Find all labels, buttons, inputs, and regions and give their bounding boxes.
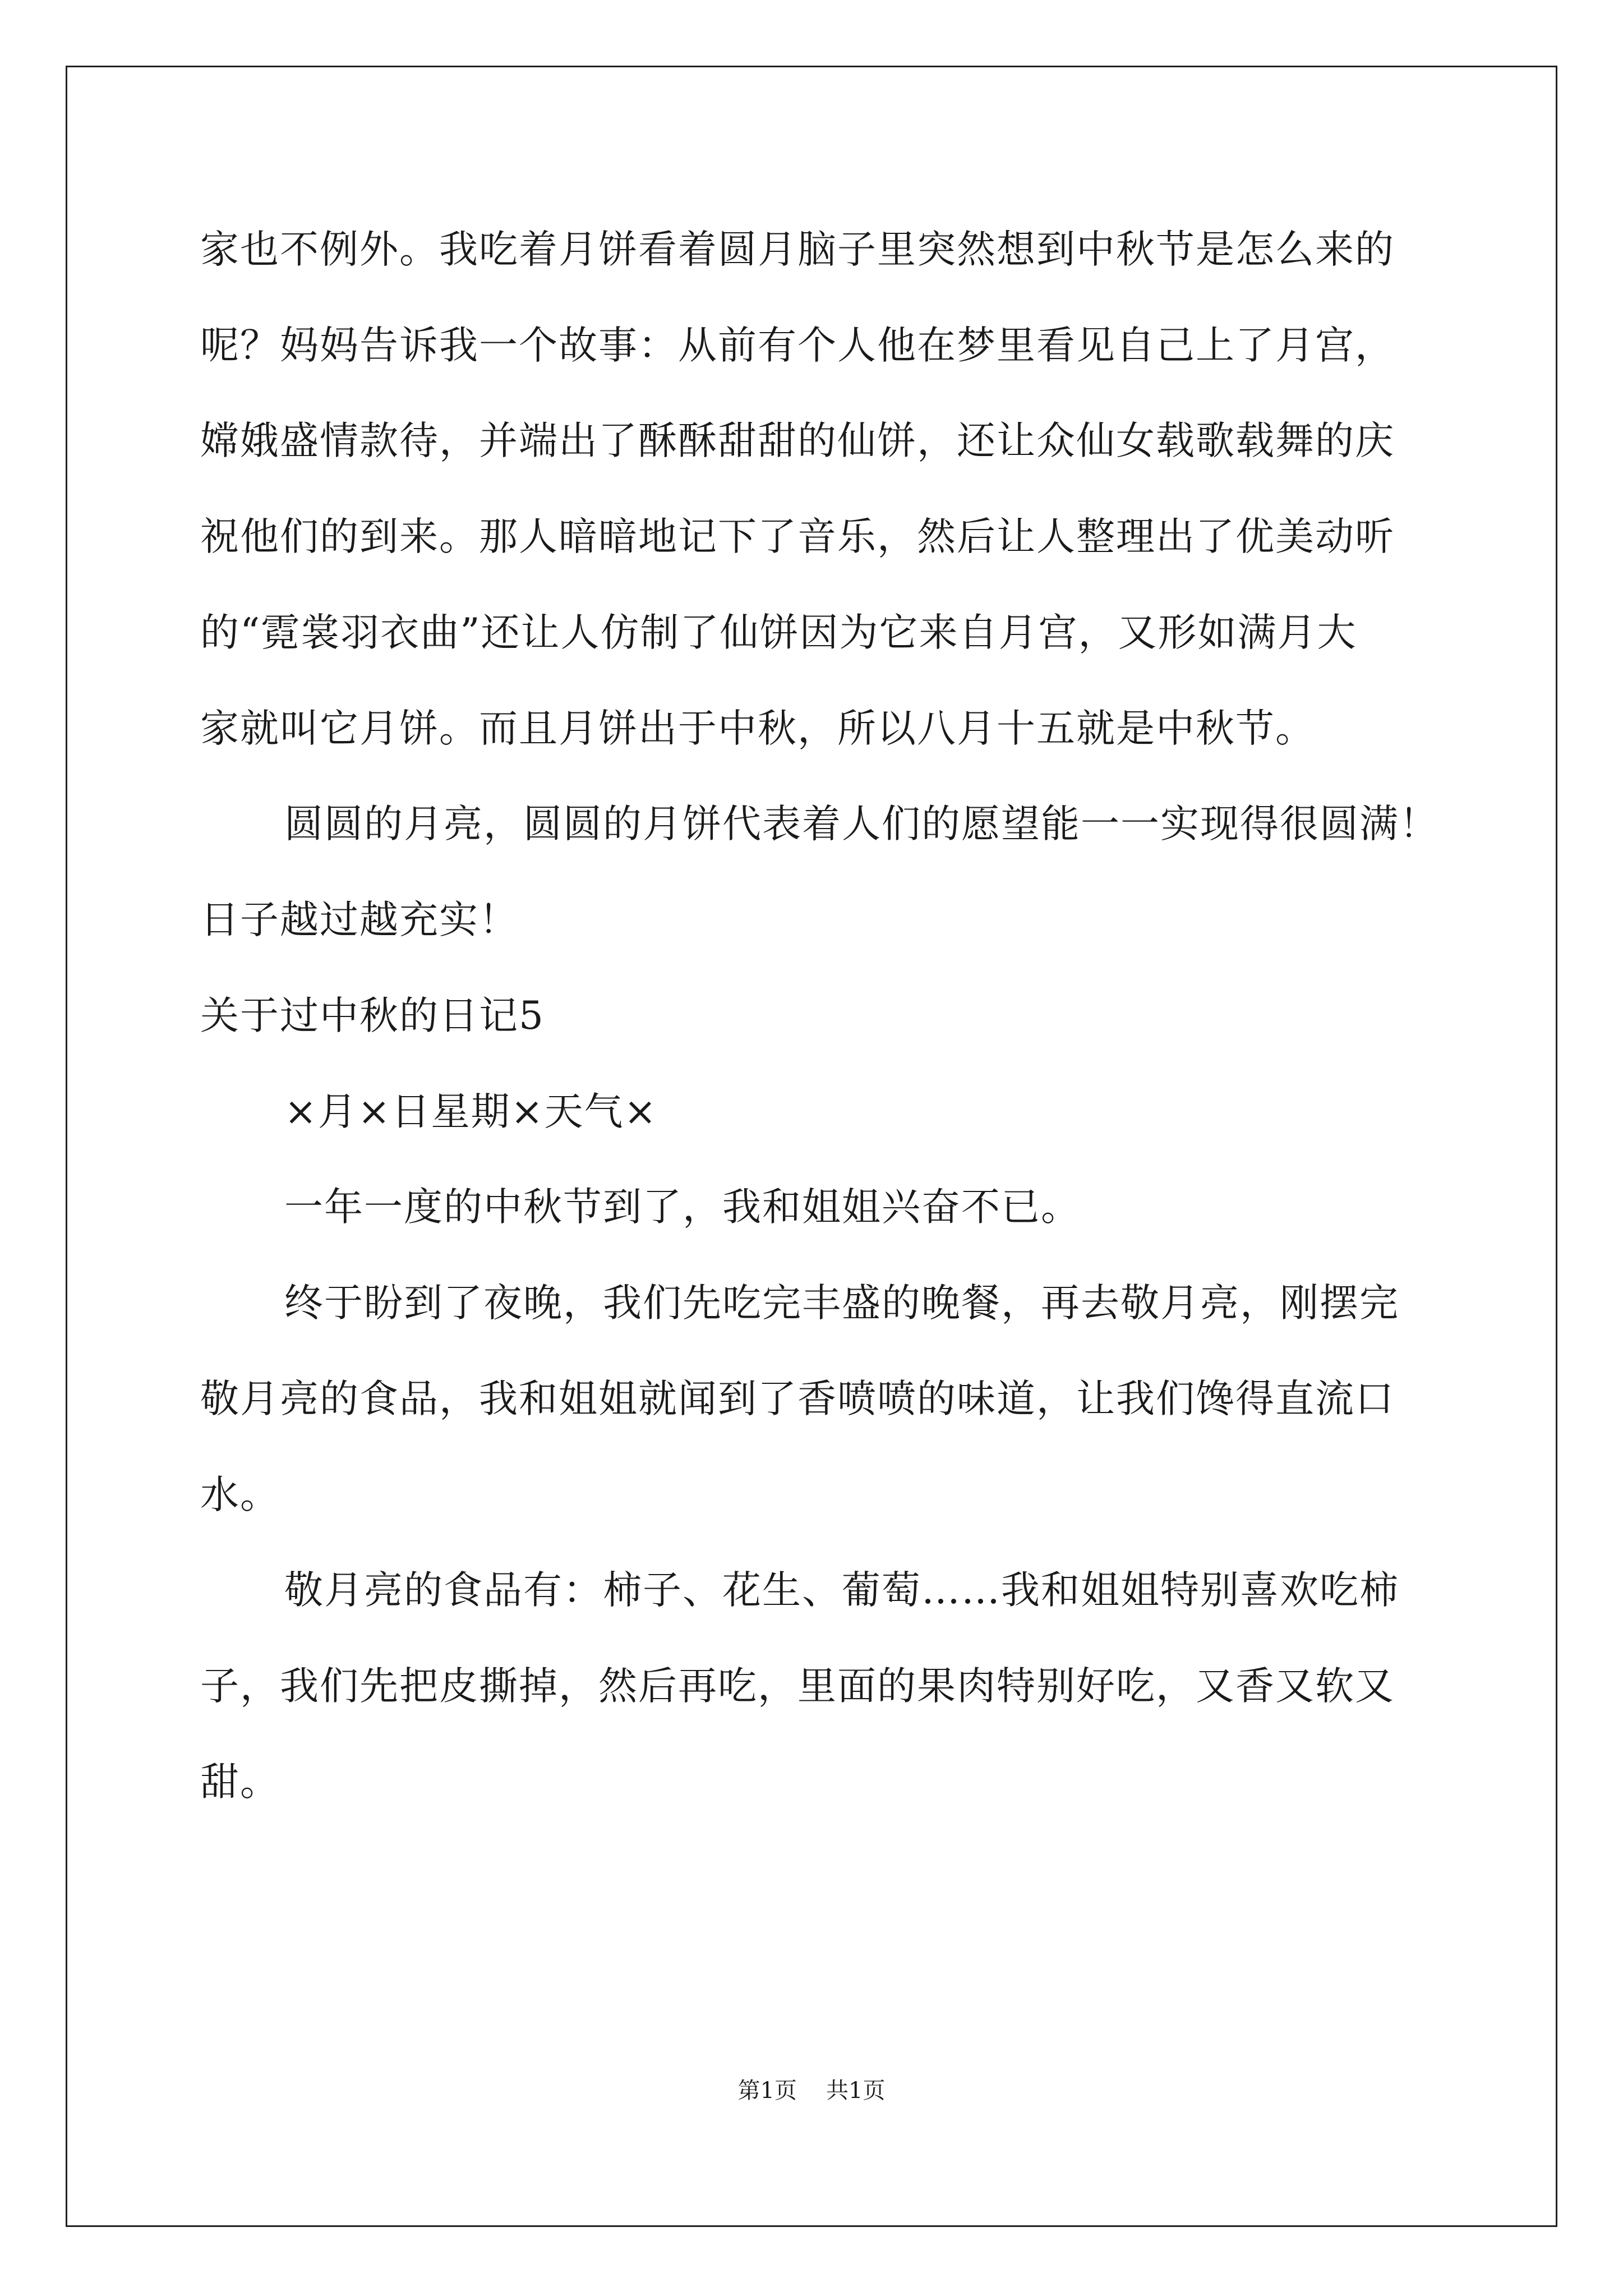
text-line: 嫦娥盛情款待，并端出了酥酥甜甜的仙饼，还让众仙女载歌载舞的庆: [200, 418, 1395, 463]
text-line: 祝他们的到来。那人暗暗地记下了音乐，然后让人整理出了优美动听: [200, 514, 1395, 559]
date-line: ×月×日星期×天气×: [284, 1089, 658, 1134]
text-line: 敬月亮的食品有：柿子、花生、葡萄……我和姐姐特别喜欢吃柿: [284, 1568, 1399, 1613]
text-line: 圆圆的月亮，圆圆的月饼代表着人们的愿望能一一实现得很圆满！: [284, 802, 1439, 846]
section-heading: 关于过中秋的日记5: [200, 993, 545, 1038]
text-line: 的“霓裳羽衣曲”还让人仿制了仙饼因为它来自月宫，又形如满月大: [200, 610, 1357, 655]
text-line: 家也不例外。我吃着月饼看着圆月脑子里突然想到中秋节是怎么来的: [200, 227, 1395, 272]
text-line: 水。: [200, 1473, 280, 1517]
text-line: 甜。: [200, 1760, 280, 1805]
page-number: 第1页: [737, 2078, 797, 2104]
text-line: 敬月亮的食品，我和姐姐就闻到了香喷喷的味道，让我们馋得直流口: [200, 1377, 1395, 1421]
text-line: 日子越过越充实！: [200, 898, 519, 942]
text-line: 子，我们先把皮撕掉，然后再吃，里面的果肉特别好吃，又香又软又: [200, 1664, 1395, 1709]
page-total: 共1页: [826, 2078, 886, 2104]
page-footer: [0, 2077, 1623, 2105]
text-line: 终于盼到了夜晚，我们先吃完丰盛的晚餐，再去敬月亮，刚摆完: [284, 1281, 1399, 1326]
text-line: 呢？妈妈告诉我一个故事：从前有个人他在梦里看见自己上了月宫，: [200, 323, 1395, 368]
page-frame: [66, 66, 1557, 2227]
text-line: 一年一度的中秋节到了，我和姐姐兴奋不已。: [284, 1185, 1081, 1230]
text-line: 家就叫它月饼。而且月饼出于中秋，所以八月十五就是中秋节。: [200, 706, 1315, 751]
